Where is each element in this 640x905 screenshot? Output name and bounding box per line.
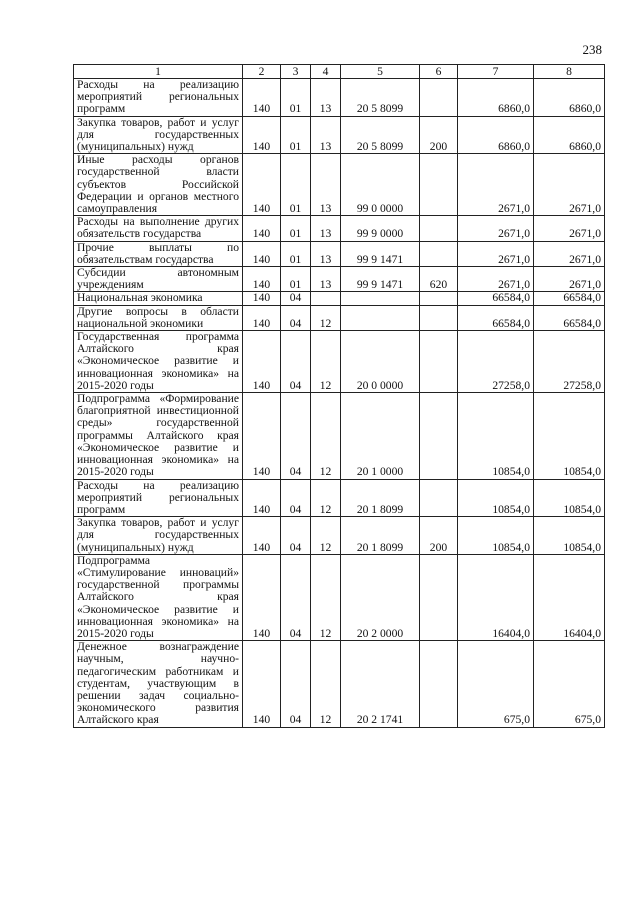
row-name-cell: Закупка товаров, работ и услуг для государственных (муниципальных) нужд	[74, 517, 243, 555]
row-code-cell: 140	[243, 216, 281, 241]
row-section-cell: 04	[281, 292, 311, 305]
row-name-cell: Подпрограмма «Формирование благоприятной инвестиционной среды» государственной программы Алтайского края «Экономическое развитие и инновационная экономика» на 2015-2020 годы	[74, 393, 243, 479]
row-name-cell: Денежное вознаграждение научным, научно-педагогическим работникам и студентам, участвующим в решении задач социально-экономического развития Алтайского края	[74, 641, 243, 727]
row-section-cell: 01	[281, 154, 311, 216]
row-amount-cell: 2671,0	[534, 216, 605, 241]
table-row	[74, 517, 605, 555]
row-section-cell: 04	[281, 479, 311, 517]
table-row	[74, 479, 605, 517]
column-header: 6	[420, 65, 458, 79]
row-code-cell: 140	[243, 331, 281, 393]
row-subsection-cell: 13	[311, 116, 341, 154]
row-amount-cell: 27258,0	[534, 331, 605, 393]
row-code-cell: 140	[243, 241, 281, 266]
row-amount-cell: 2671,0	[458, 267, 534, 292]
row-target-article-cell	[341, 305, 420, 330]
row-section-cell: 04	[281, 331, 311, 393]
row-code-cell: 140	[243, 517, 281, 555]
row-subsection-cell: 13	[311, 241, 341, 266]
column-header: 7	[458, 65, 534, 79]
row-code-cell: 140	[243, 554, 281, 640]
row-expense-type-cell	[420, 641, 458, 727]
row-amount-cell: 6860,0	[534, 79, 605, 117]
column-header: 8	[534, 65, 605, 79]
row-target-article-cell: 99 9 1471	[341, 241, 420, 266]
row-amount-cell: 2671,0	[534, 154, 605, 216]
column-header: 4	[311, 65, 341, 79]
row-subsection-cell: 13	[311, 79, 341, 117]
row-target-article-cell: 20 2 0000	[341, 554, 420, 640]
row-expense-type-cell	[420, 216, 458, 241]
row-code-cell: 140	[243, 154, 281, 216]
row-target-article-cell: 99 9 0000	[341, 216, 420, 241]
row-code-cell: 140	[243, 79, 281, 117]
table-row	[74, 241, 605, 266]
table-body	[74, 79, 605, 728]
row-name-cell: Иные расходы органов государственной власти субъектов Российской Федерации и органов местного самоуправления	[74, 154, 243, 216]
row-name-cell: Расходы на выполнение других обязательств государства	[74, 216, 243, 241]
row-expense-type-cell	[420, 331, 458, 393]
row-amount-cell: 10854,0	[458, 393, 534, 479]
row-subsection-cell: 12	[311, 641, 341, 727]
row-expense-type-cell	[420, 554, 458, 640]
row-amount-cell: 6860,0	[458, 79, 534, 117]
row-amount-cell: 16404,0	[458, 554, 534, 640]
row-amount-cell: 27258,0	[458, 331, 534, 393]
row-expense-type-cell: 620	[420, 267, 458, 292]
row-amount-cell: 6860,0	[458, 116, 534, 154]
table-row	[74, 292, 605, 305]
row-expense-type-cell	[420, 154, 458, 216]
column-header: 5	[341, 65, 420, 79]
row-expense-type-cell	[420, 241, 458, 266]
row-target-article-cell: 20 1 0000	[341, 393, 420, 479]
row-amount-cell: 2671,0	[458, 241, 534, 266]
table-row	[74, 331, 605, 393]
table-row	[74, 267, 605, 292]
row-amount-cell: 675,0	[458, 641, 534, 727]
row-target-article-cell: 99 9 1471	[341, 267, 420, 292]
column-header: 2	[243, 65, 281, 79]
row-amount-cell: 66584,0	[458, 305, 534, 330]
page-number: 238	[582, 42, 602, 57]
row-section-cell: 01	[281, 216, 311, 241]
row-target-article-cell: 20 1 8099	[341, 479, 420, 517]
row-section-cell: 04	[281, 393, 311, 479]
row-expense-type-cell: 200	[420, 517, 458, 555]
row-target-article-cell: 20 5 8099	[341, 116, 420, 154]
row-amount-cell: 10854,0	[534, 479, 605, 517]
table-row	[74, 154, 605, 216]
row-code-cell: 140	[243, 116, 281, 154]
row-subsection-cell: 12	[311, 517, 341, 555]
row-amount-cell: 2671,0	[534, 241, 605, 266]
table-row	[74, 554, 605, 640]
row-target-article-cell: 20 0 0000	[341, 331, 420, 393]
row-amount-cell: 10854,0	[534, 517, 605, 555]
row-amount-cell: 6860,0	[534, 116, 605, 154]
column-header: 1	[74, 65, 243, 79]
column-header: 3	[281, 65, 311, 79]
row-subsection-cell: 12	[311, 479, 341, 517]
row-expense-type-cell	[420, 305, 458, 330]
row-section-cell: 01	[281, 241, 311, 266]
row-section-cell: 04	[281, 305, 311, 330]
row-subsection-cell: 13	[311, 216, 341, 241]
row-name-cell: Расходы на реализацию мероприятий региональных программ	[74, 79, 243, 117]
row-name-cell: Прочие выплаты по обязательствам государства	[74, 241, 243, 266]
row-name-cell: Субсидии автономным учреждениям	[74, 267, 243, 292]
table-row	[74, 305, 605, 330]
row-code-cell: 140	[243, 267, 281, 292]
table-row	[74, 79, 605, 117]
budget-table	[73, 64, 605, 728]
table-row	[74, 641, 605, 727]
row-amount-cell: 16404,0	[534, 554, 605, 640]
table-row	[74, 393, 605, 479]
row-section-cell: 01	[281, 267, 311, 292]
row-expense-type-cell	[420, 479, 458, 517]
row-section-cell: 04	[281, 641, 311, 727]
row-name-cell: Государственная программа Алтайского края «Экономическое развитие и инновационная экономика» на 2015-2020 годы	[74, 331, 243, 393]
row-amount-cell: 675,0	[534, 641, 605, 727]
row-name-cell: Другие вопросы в области национальной экономики	[74, 305, 243, 330]
row-code-cell: 140	[243, 641, 281, 727]
row-target-article-cell: 20 2 1741	[341, 641, 420, 727]
row-subsection-cell	[311, 292, 341, 305]
row-code-cell: 140	[243, 305, 281, 330]
row-amount-cell: 2671,0	[458, 154, 534, 216]
row-section-cell: 01	[281, 79, 311, 117]
row-subsection-cell: 12	[311, 331, 341, 393]
row-amount-cell: 10854,0	[534, 393, 605, 479]
row-subsection-cell: 13	[311, 154, 341, 216]
row-amount-cell: 2671,0	[534, 267, 605, 292]
row-amount-cell: 66584,0	[534, 305, 605, 330]
row-code-cell: 140	[243, 479, 281, 517]
row-name-cell: Закупка товаров, работ и услуг для государственных (муниципальных) нужд	[74, 116, 243, 154]
row-target-article-cell	[341, 292, 420, 305]
row-section-cell: 01	[281, 116, 311, 154]
row-name-cell: Расходы на реализацию мероприятий региональных программ	[74, 479, 243, 517]
row-expense-type-cell	[420, 292, 458, 305]
row-code-cell: 140	[243, 292, 281, 305]
row-expense-type-cell	[420, 79, 458, 117]
row-amount-cell: 10854,0	[458, 517, 534, 555]
row-target-article-cell: 99 0 0000	[341, 154, 420, 216]
row-amount-cell: 66584,0	[534, 292, 605, 305]
row-amount-cell: 66584,0	[458, 292, 534, 305]
table-row	[74, 216, 605, 241]
row-subsection-cell: 12	[311, 554, 341, 640]
header-row	[74, 65, 605, 79]
row-subsection-cell: 12	[311, 393, 341, 479]
row-expense-type-cell	[420, 393, 458, 479]
row-amount-cell: 10854,0	[458, 479, 534, 517]
row-section-cell: 04	[281, 517, 311, 555]
row-section-cell: 04	[281, 554, 311, 640]
row-expense-type-cell: 200	[420, 116, 458, 154]
row-target-article-cell: 20 1 8099	[341, 517, 420, 555]
row-name-cell: Национальная экономика	[74, 292, 243, 305]
table-row	[74, 116, 605, 154]
row-subsection-cell: 13	[311, 267, 341, 292]
row-code-cell: 140	[243, 393, 281, 479]
row-name-cell: Подпрограмма «Стимулирование инноваций» государственной программы Алтайского края «Экономическое развитие и инновационная экономика» на 2015-2020 годы	[74, 554, 243, 640]
row-target-article-cell: 20 5 8099	[341, 79, 420, 117]
row-subsection-cell: 12	[311, 305, 341, 330]
row-amount-cell: 2671,0	[458, 216, 534, 241]
